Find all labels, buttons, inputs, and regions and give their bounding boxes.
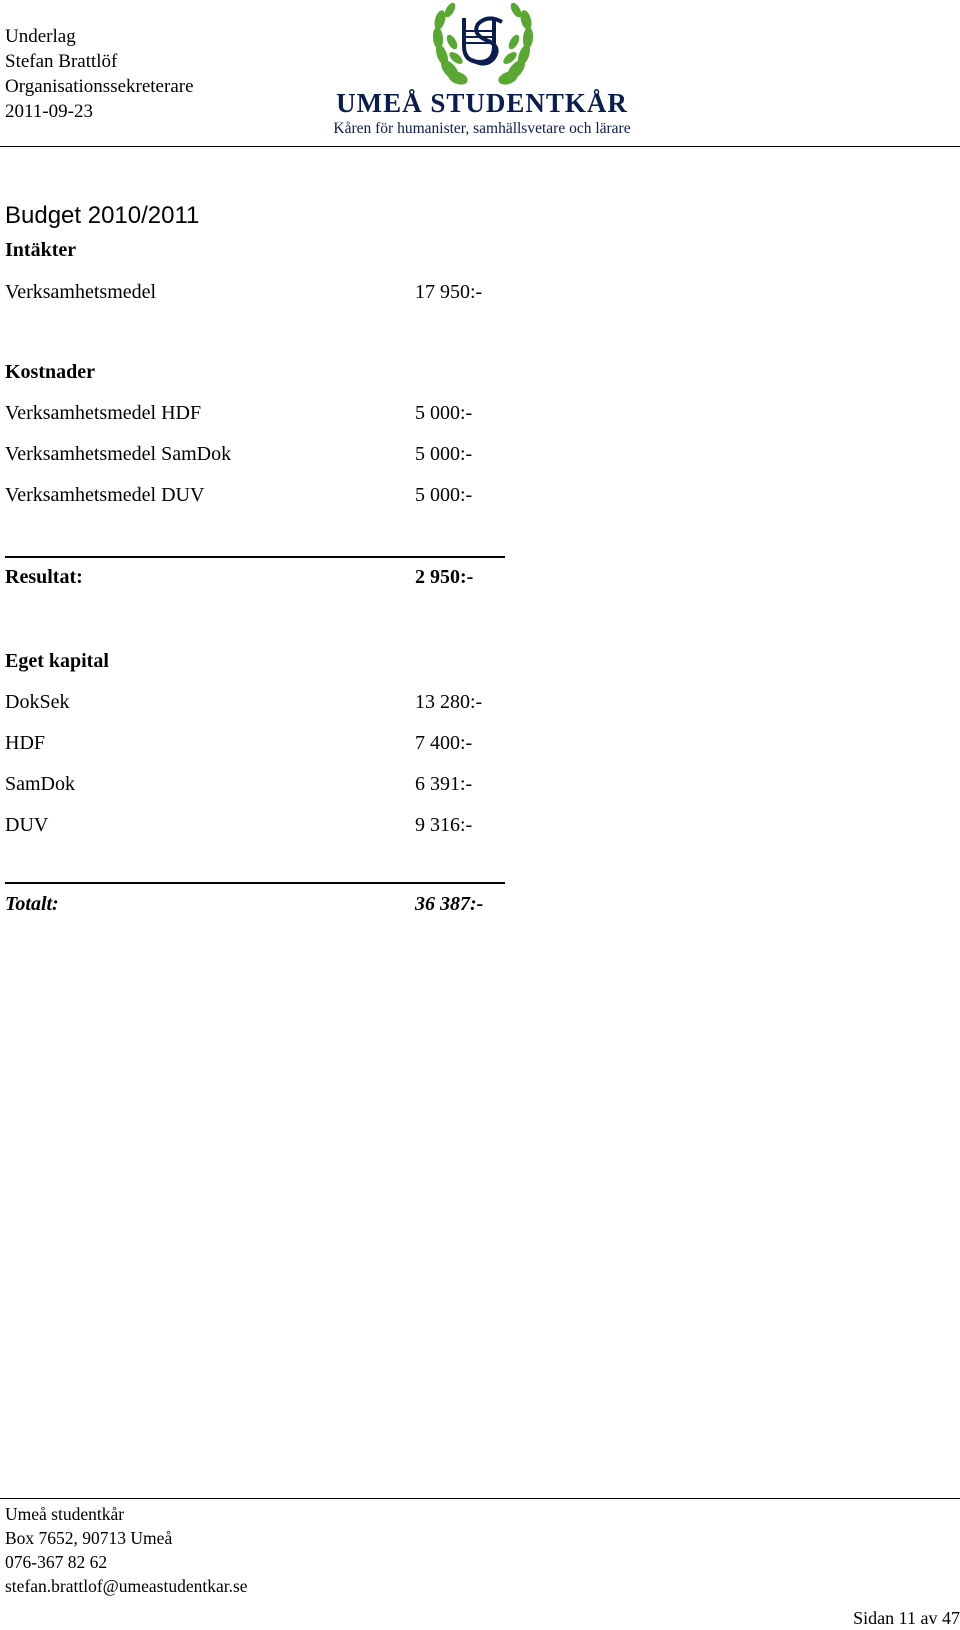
- footer-divider: [0, 1498, 960, 1499]
- meta-author: Stefan Brattlöf: [5, 51, 118, 72]
- row-value: 5 000:-: [415, 402, 473, 424]
- meta-type: Underlag: [5, 26, 76, 47]
- footer-email: stefan.brattlof@umeastudentkar.se: [5, 1576, 248, 1596]
- row-label: SamDok: [5, 773, 75, 795]
- row-label: DUV: [5, 814, 49, 836]
- row-value: 13 280:-: [415, 691, 483, 713]
- equity-row: [5, 814, 473, 837]
- row-value: 6 391:-: [415, 773, 473, 795]
- row-value: 5 000:-: [415, 484, 473, 506]
- footer-contact: [5, 1502, 248, 1598]
- meta-role: Organisationssekreterare: [5, 76, 194, 97]
- header-divider: [0, 146, 960, 147]
- row-value: 5 000:-: [415, 443, 473, 465]
- footer-org: Umeå studentkår: [5, 1504, 125, 1524]
- result-row: [5, 566, 474, 589]
- result-value: 2 950:-: [415, 566, 474, 588]
- footer-phone: 076-367 82 62: [5, 1552, 108, 1572]
- row-label: Verksamhetsmedel SamDok: [5, 443, 232, 465]
- row-label: DokSek: [5, 691, 70, 713]
- row-label: Verksamhetsmedel DUV: [5, 484, 205, 506]
- income-row: [5, 281, 483, 304]
- row-value: 7 400:-: [415, 732, 473, 754]
- laurel-monogram-icon: [428, 0, 538, 88]
- costs-heading: Kostnader: [5, 361, 95, 383]
- page-number: Sidan 11 av 47: [853, 1608, 960, 1628]
- result-label: Resultat:: [5, 566, 83, 588]
- organisation-logo: [312, 0, 652, 140]
- equity-row: [5, 691, 483, 714]
- row-label: Verksamhetsmedel HDF: [5, 402, 202, 424]
- row-label: Verksamhetsmedel: [5, 281, 157, 303]
- row-value: 9 316:-: [415, 814, 473, 836]
- total-divider: [5, 882, 505, 884]
- cost-row: [5, 443, 473, 466]
- logo-name: UMEÅ STUDENTKÅR: [336, 88, 628, 118]
- total-value: 36 387:-: [415, 893, 484, 915]
- row-value: 17 950:-: [415, 281, 483, 303]
- row-label: HDF: [5, 732, 46, 754]
- cost-row: [5, 402, 473, 425]
- cost-row: [5, 484, 473, 507]
- logo-tagline: Kåren för humanister, samhällsvetare och lärare: [333, 120, 631, 137]
- total-label: Totalt:: [5, 893, 59, 915]
- equity-row: [5, 732, 473, 755]
- equity-row: [5, 773, 473, 796]
- equity-heading: Eget kapital: [5, 650, 109, 672]
- meta-date: 2011-09-23: [5, 101, 93, 122]
- total-row: [5, 893, 484, 916]
- document-meta: [5, 24, 194, 124]
- page-title: Budget 2010/2011: [5, 202, 200, 229]
- footer-address: Box 7652, 90713 Umeå: [5, 1528, 173, 1548]
- result-divider: [5, 556, 505, 558]
- income-heading: Intäkter: [5, 239, 77, 261]
